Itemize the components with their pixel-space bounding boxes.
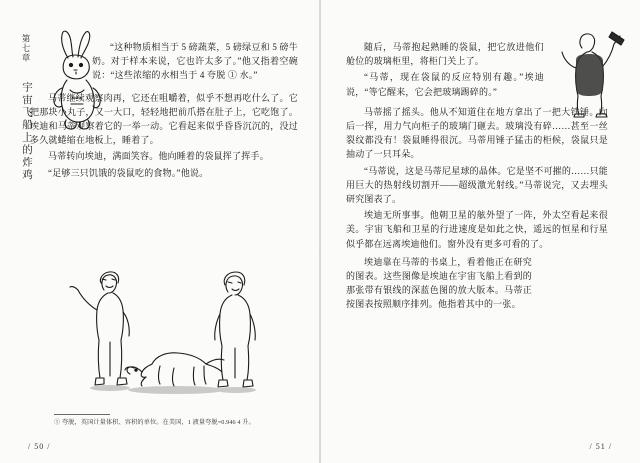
paragraph: “这种物质相当于 5 磅蔬菜，5 磅绿豆和 5 磅牛奶。对于样本来说，它也许太多了。”他又指着空碗说：“这些浓缩的水相当于 4 夸脱 ① 水。” — [92, 42, 298, 81]
footnote-text: 夸脱，英国计量体积、容积的单位。在美国，1 液量夸脱=0.946 4 升。 — [61, 419, 255, 426]
paragraph: “马蒂说，这是马蒂尼星球的晶体。它是坚不可摧的……只能用巨大的热射线切割开——超级激光射线。”马蒂说完，又去埋头研究图表了。 — [346, 165, 608, 205]
right-text-column-3 — [346, 255, 532, 312]
left-text-column-2 — [30, 91, 298, 180]
footnote-marker: ① — [54, 419, 61, 426]
right-text-column — [346, 40, 544, 99]
page-number-right: / 51 / — [589, 442, 612, 451]
paragraph: 马蒂转向埃迪，满面笑容。他向睡着的袋鼠挥了挥手。 — [48, 151, 269, 162]
page-number-left: / 50 / — [28, 442, 51, 451]
paragraph: 埃迪无所事事。他朝卫星的舷外望了一阵，外太空看起来很美。宇宙飞船和卫星的行进速度是如此之快，遥远的恒星和行星似乎都在远离埃迪他们。窗外没有更多可看的了。 — [346, 210, 608, 249]
footnote — [54, 414, 282, 427]
paragraph: “足够三只饥饿的袋鼠吃的食物。”他说。 — [48, 167, 209, 178]
paragraph: 马蒂继续观察肉再，它还在咀嚼着，似乎不想再吃什么了。它把那块小丸子，又一大口，轻轻地把前爪搭在肚子上，它吃饱了。埃迪和马蒂观察着它的一举一动。它看起来似乎昏昏沉沉的，没过多久就蜷缩在地板上，睡着了。 — [30, 92, 298, 146]
paragraph: 随后，马蒂抱起熟睡的袋鼠，把它放进他们舱位的玻璃柜里，将柜门关上了。 — [346, 42, 544, 67]
paragraph: 埃迪靠在马蒂的书桌上，看着他正在研究的图表。这些图像是埃迪在宇宙飞船上看到的那张带有银线的深蓝色图的放大版本。马蒂正按图表按照顺序排列。他指着其中的一张。 — [346, 256, 532, 310]
right-text-column-2 — [346, 105, 608, 251]
boys-and-dog-illustration — [56, 268, 284, 396]
chapter-number: 第七章 — [21, 34, 31, 63]
footnote-rule — [54, 414, 110, 415]
paragraph: 马蒂摇了摇头。他从不知道住在地方拿出了一把大铁锤。向后一挥，用力气向柜子的玻璃门砸去。玻璃没有碎……甚至一丝裂纹都没有！袋鼠睡得很沉。马蒂用锤子猛击的柜候，袋鼠只是抽动了一只耳朵。 — [346, 106, 608, 160]
left-text-column — [92, 40, 298, 83]
right-page — [320, 0, 640, 463]
chapter-title: 宇宙飞船上的炸鸡 — [21, 81, 32, 182]
paragraph: “马蒂，现在袋鼠的反应特别有趣。”埃迪说，“等它醒来，它会把玻璃踢碎的。” — [346, 72, 544, 97]
